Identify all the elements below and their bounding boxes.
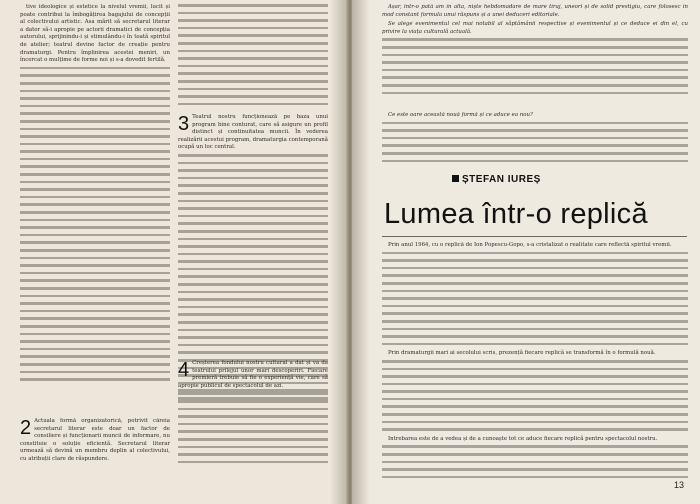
square-bullet-icon [452, 175, 459, 182]
page-fold-shadow [352, 0, 370, 504]
intro-paragraph [382, 4, 688, 104]
section-4-text: Creșterea fondului nostru cultural a dat și va da teatrului prilejul unor mari descoperiri. Fiecare premieră trebuie să fie o experiență vie, care să apropie publicul de spectacolul de azi. [178, 360, 328, 389]
left-column-2 [20, 418, 170, 500]
section-number-4: 4 [178, 360, 190, 381]
body-text-block [382, 122, 688, 168]
body-text-block [382, 252, 688, 351]
page-number: 13 [674, 480, 685, 490]
author-name-text: ȘTEFAN IUREȘ [462, 174, 541, 185]
article-headline: Lumea într-o replică [384, 198, 648, 230]
left-column-3 [178, 4, 328, 116]
body-paragraph-3: Intrebarea este de a vedea și de a cunoaște tot ce aduce fiecare replică pentru spectacolul nostru. [388, 435, 658, 442]
article-body [382, 242, 688, 478]
body-text-block [382, 360, 688, 436]
question-text: Ce este oare această nouă formă și ce aduce ea nou? [388, 112, 533, 118]
question-paragraph [382, 112, 688, 168]
section-number-3: 3 [178, 114, 190, 135]
body-text-block [382, 445, 688, 478]
author-name [452, 174, 541, 185]
body-text-block [178, 4, 328, 110]
intro-line-2: Se alege evenimentul cel mai notabil al săptămânii respective și evenimentul și ce deduce ei din el, cu privire la viața culturală actuală. [382, 21, 688, 35]
headline-divider [382, 236, 687, 237]
body-paragraph-1: Prin anul 1964, cu o replică de Ion Popescu-Gopo, s-a cristalizat o realitate care reflectă spiritul vremii. [388, 242, 672, 248]
body-paragraph-2: Prin dramaturgii mari ai secolului scris, prezență fiecare replică se transformă în o formulă nouă. [388, 350, 656, 357]
body-text-block [382, 38, 688, 99]
left-page [0, 0, 349, 504]
right-page [352, 0, 700, 504]
body-text-block [178, 392, 328, 468]
section-number-2: 2 [20, 418, 32, 439]
section-1-text: tive ideologice și estetice la nivelul vremii, lucit și poate contribui la îmbogățirea bagajului de concepții al colectivului artistic. Asa mărit să secretarul literar a dator să-i apropie pe actorii dramatici de concepția autorului, sprijinindu-i și stimulându-i în toată spiritul de atelier; teatrul devine factor de creație pentru dramaturgi. Pentru împlinirea acestei meniri, un încercat o mulțime de forme noi și s-a dovedit fertilă. [20, 4, 170, 64]
intro-line-1: Așar, într-o pată am în alta, niște hebdomadare de mare tiraj, uneori și de solid prestigiu, care folosesc în mod constant formula unui răspuns și a unei deduceri editoriale. [382, 4, 688, 18]
left-column-section-4 [178, 360, 328, 500]
section-2-text: Actuala formă organizatorică, potrivit căreia secretarul literar este doar un factor de consiliere și funcționarii muncii de informare, nu constituie o soluție eficientă. Secretarul literar urmează să devină un membru deplin al colectivului, cu atribuții clare de răspundere. [20, 418, 170, 462]
left-column-1 [20, 4, 170, 416]
section-3-text: Teatrul nostru funcționează pe baza unui program bine conturat, care să asigure un profil distinct și continuitatea muncii. În vederea realizării acestui program, dramaturgia contemporană ocupă un loc central. [178, 114, 328, 151]
body-text-block [20, 67, 170, 386]
